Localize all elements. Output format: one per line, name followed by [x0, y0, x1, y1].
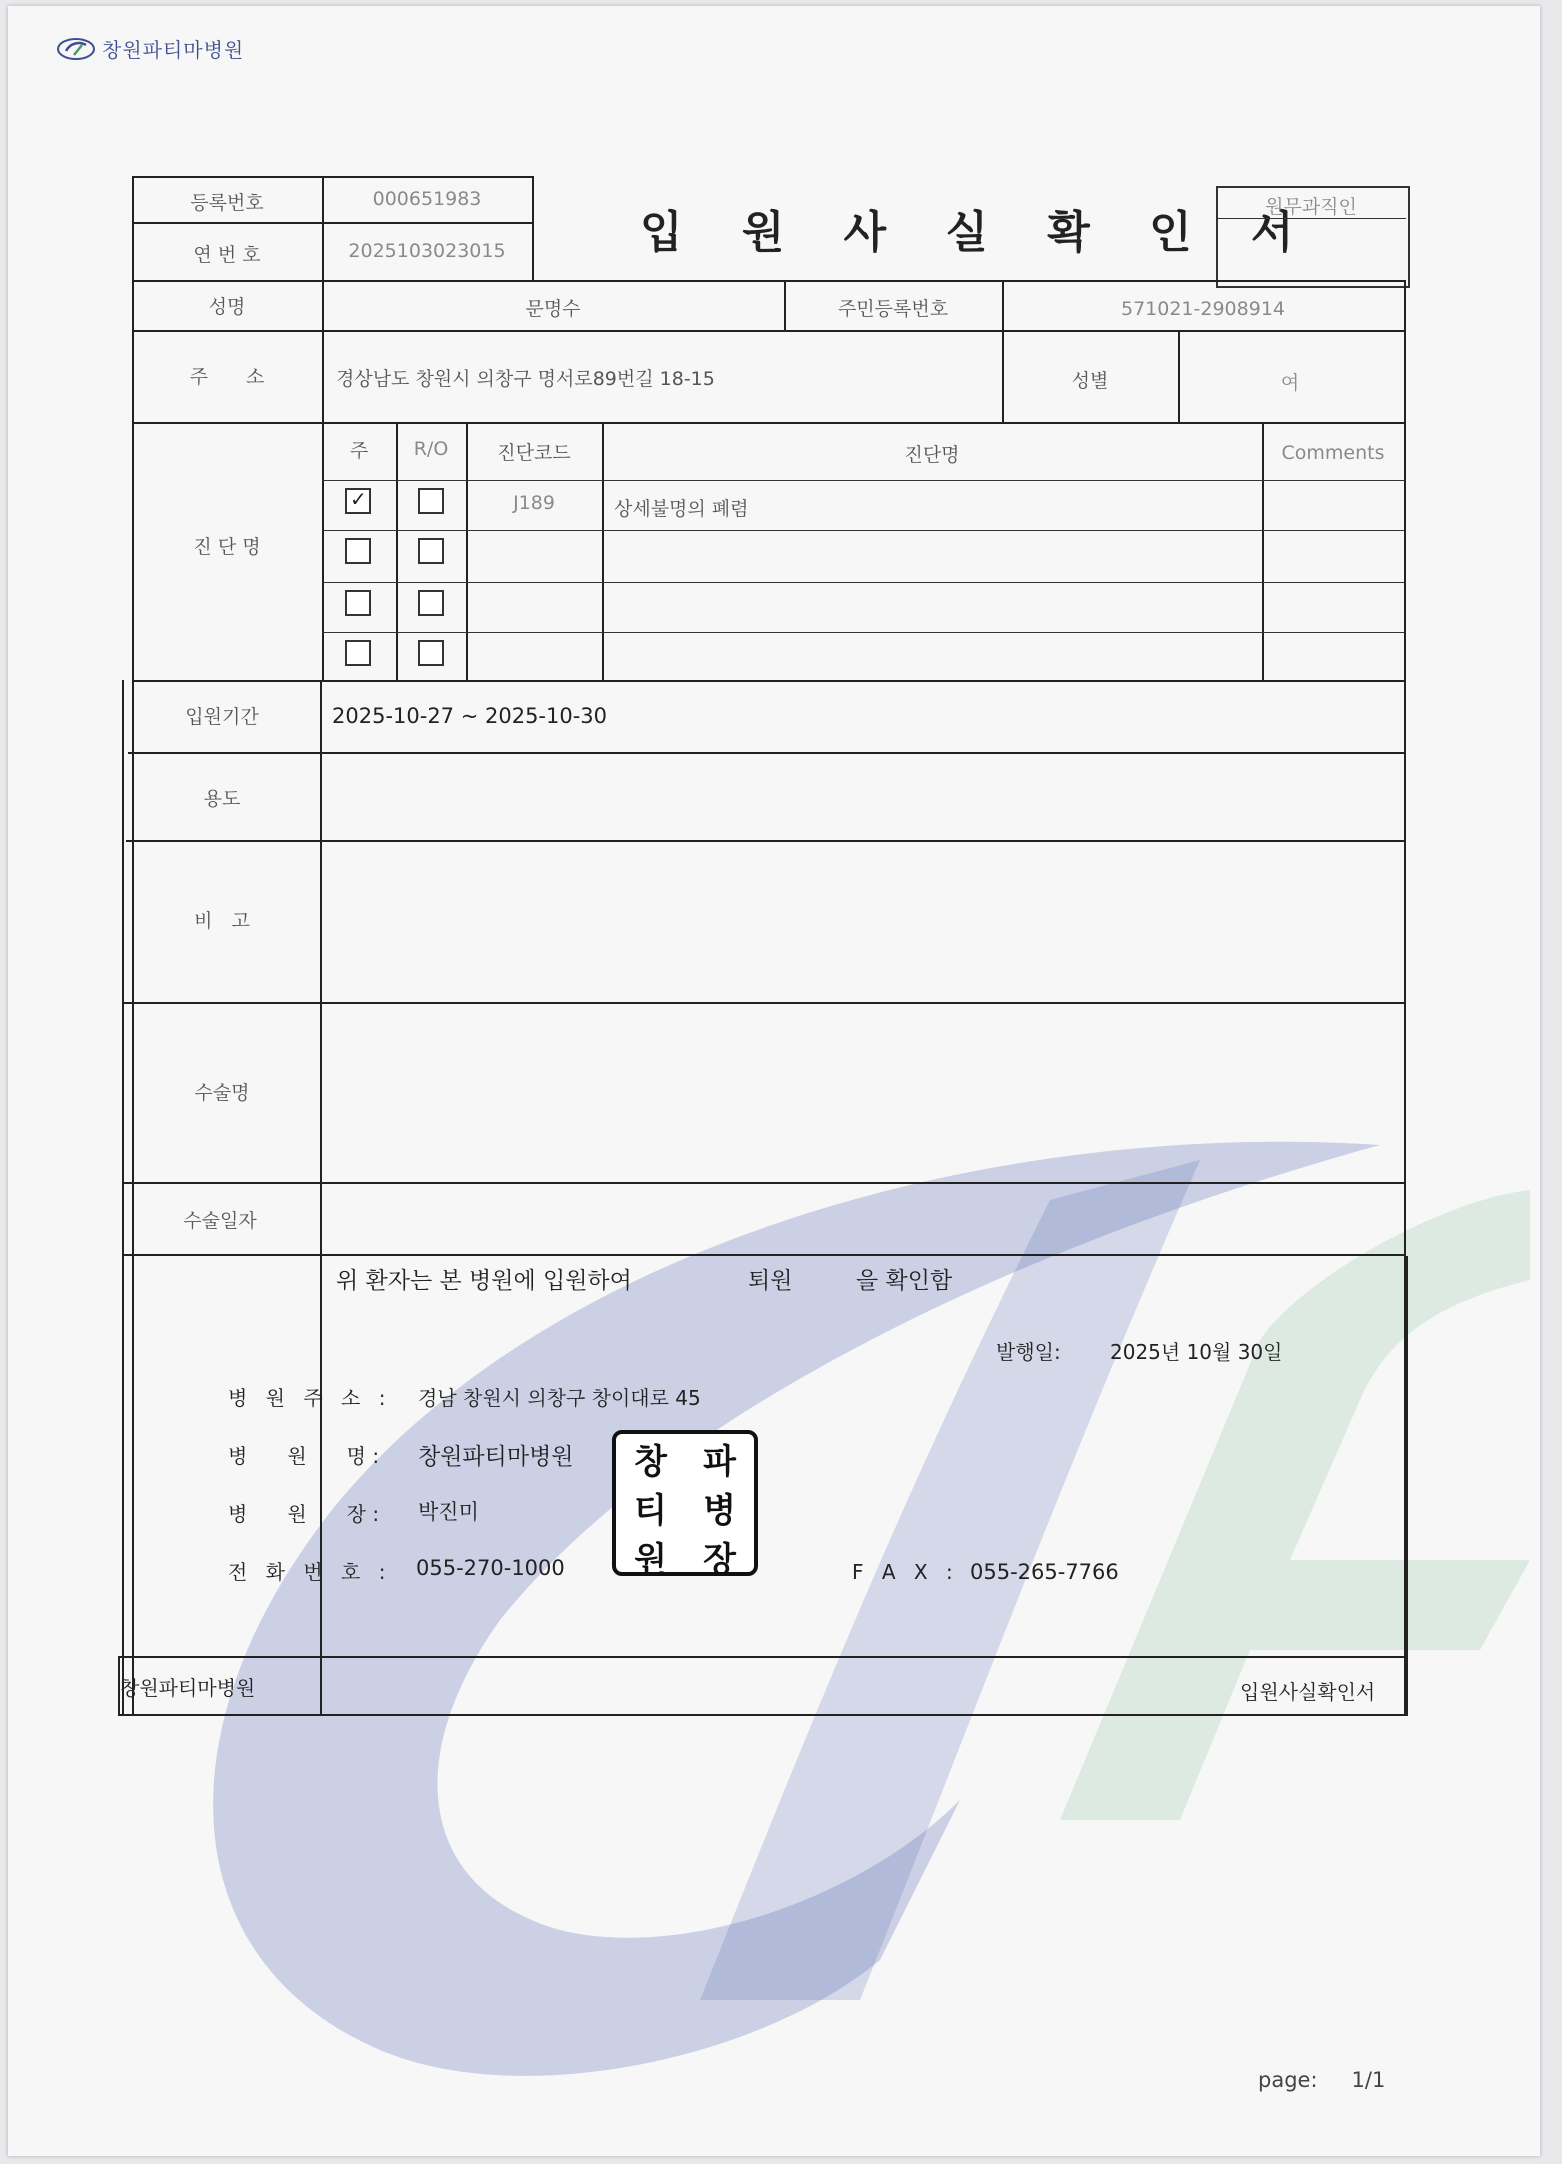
registration-label: 등록번호 [190, 192, 264, 214]
logo-text: 창원파티마병원 [102, 38, 245, 62]
rrn-label: 주민등록번호 [837, 298, 949, 320]
doc-no-value: 2025103023015 [348, 240, 506, 262]
phone-label: 전 화 번 호 : [228, 1560, 392, 1584]
director-value: 박진미 [418, 1500, 479, 1524]
purpose-label: 용도 [203, 788, 241, 810]
diag-main-checkbox[interactable] [345, 538, 371, 564]
period-value: 2025-10-27 ~ 2025-10-30 [332, 704, 608, 728]
diag-header-main: 주 [349, 440, 369, 462]
hospital-seal [612, 1430, 758, 1580]
statement-part3: 을 확인함 [856, 1268, 953, 1294]
hospital-address-value: 경남 창원시 의창구 창이대로 45 [418, 1386, 701, 1410]
diag-code: J189 [513, 492, 555, 514]
diag-main-checkbox[interactable] [345, 590, 371, 616]
phone-value: 055-270-1000 [416, 1556, 565, 1580]
diag-header-ro: R/O [413, 438, 449, 460]
diagnosis-section-label: 진 단 명 [193, 536, 261, 558]
diag-ro-checkbox[interactable] [418, 538, 444, 564]
diag-ro-checkbox[interactable] [418, 640, 444, 666]
diag-header-name: 진단명 [904, 444, 960, 466]
statement-part2: 퇴원 [748, 1268, 793, 1294]
page-indicator [1258, 2068, 1385, 2092]
fax-value: 055-265-7766 [970, 1560, 1119, 1584]
seal-char: 병 [703, 1491, 736, 1531]
name-label: 성명 [208, 296, 246, 318]
hospital-name-label: 병 원 명 : [228, 1444, 380, 1468]
diag-ro-checkbox[interactable] [418, 488, 444, 514]
office-stamp-label: 원무과직인 [1265, 196, 1357, 218]
diag-header-comments: Comments [1281, 442, 1385, 464]
statement-part1: 위 환자는 본 병원에 입원하여 [336, 1268, 632, 1294]
footer-hospital: 창원파티마병원 [120, 1676, 256, 1700]
page-label: page: [1258, 2068, 1318, 2092]
surgery-date-label: 수술일자 [183, 1210, 257, 1232]
surgery-name-label: 수술명 [194, 1082, 250, 1104]
hospital-logo [56, 34, 244, 63]
sex-label: 성별 [1071, 370, 1109, 392]
seal-char: 장 [703, 1540, 736, 1580]
period-label: 입원기간 [185, 706, 259, 728]
form-title: 입 원 사 실 확 인 서 [640, 207, 1316, 258]
footer-doc-title: 입원사실확인서 [1240, 1680, 1376, 1704]
seal-char: 파 [703, 1442, 736, 1482]
issue-date-value: 2025년 10월 30일 [1110, 1340, 1283, 1364]
address-label: 주 소 [189, 366, 265, 388]
hospital-name-value: 창원파티마병원 [418, 1444, 574, 1470]
name-value: 문명수 [525, 298, 581, 320]
diag-ro-checkbox[interactable] [418, 590, 444, 616]
diag-main-checkbox[interactable] [345, 640, 371, 666]
diag-name: 상세불명의 폐렴 [614, 498, 749, 520]
seal-char: 원 [634, 1540, 667, 1580]
seal-char: 티 [634, 1491, 667, 1531]
hospital-logo-icon [56, 37, 96, 61]
address-value: 경상남도 창원시 의창구 명서로89번길 18-15 [336, 368, 715, 390]
doc-no-label: 연 번 호 [193, 244, 261, 266]
remarks-label: 비 고 [194, 910, 250, 932]
rrn-value: 571021-2908914 [1120, 298, 1286, 320]
fax-label: F A X : [852, 1560, 959, 1584]
checkmark-icon: ✓ [350, 487, 367, 511]
registration-value: 000651983 [372, 188, 482, 210]
page-value: 1/1 [1351, 2068, 1386, 2092]
sex-value: 여 [1280, 372, 1300, 394]
seal-char: 창 [634, 1442, 667, 1482]
diag-main-checkbox[interactable] [345, 488, 371, 514]
diag-header-code: 진단코드 [497, 442, 571, 464]
hospital-address-label: 병 원 주 소 : [228, 1386, 392, 1410]
director-label: 병 원 장 : [228, 1502, 380, 1526]
issue-date-label: 발행일: [996, 1340, 1061, 1364]
